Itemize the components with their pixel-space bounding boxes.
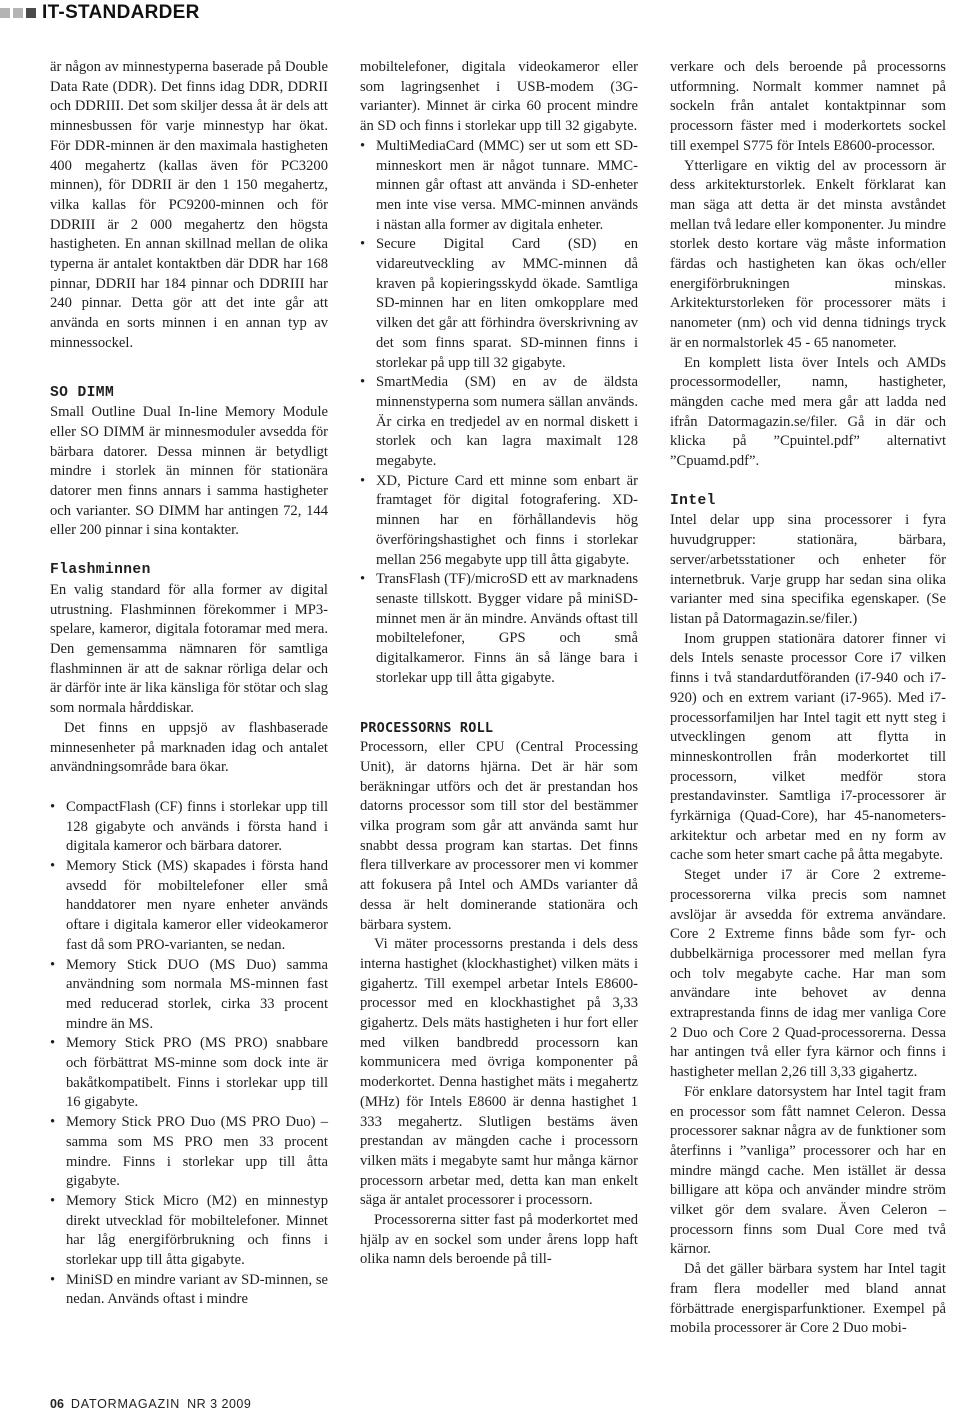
list-item: • Memory Stick DUO (MS Duo) samma användning som normala MS-minnen fast med reducerad storlek, cirka 33 procent mindre än MS.: [50, 956, 328, 1032]
list-item: • MiniSD en mindre variant av SD-minnen, se nedan. Används oftast i mindre: [50, 1271, 328, 1308]
bullet-icon: •: [50, 956, 56, 973]
paragraph: En komplett lista över Intels och AMDs processormodeller, namn, hastigheter, mängden cache med mera går att ladda ned ifrån Datormagazin.se/filer. Gå in där och klicka på ”Cpuintel.pdf” alternativt ”Cpuamd.pdf”.: [670, 354, 946, 470]
paragraph: Processorerna sitter fast på moderkortet med hjälp av en sockel som under årens lopp haft olika namn dels beroende på till-: [360, 1212, 638, 1268]
list-item: • MultiMediaCard (MMC) ser ut som ett SD-minneskort men är något tunnare. MMC-minnen går oftast att använda i SD-enheter men inte vise versa. MMC-minnen används i nästan alla former av digitala enheter.: [360, 137, 638, 233]
paragraph: Ytterligare en viktig del av processorn är dess arkitekturstorlek. Enkelt förklarat kan man säga att detta är det minsta avståndet mellan två ledare eller komponenter. Ju mindre storlek desto kortare väg måste information färdas och hastigheten kan ökas och/eller energiförbrukningen minskas. Arkitekturstorleken för processorer mäts i nanometer (nm) och vid denna tidnings tryck är en normalstorlek 45 - 65 nanometer.: [670, 157, 946, 351]
column-2: [360, 58, 638, 1270]
header-square-icon: [26, 8, 36, 18]
heading-so-dimm: SO DIMM: [50, 384, 115, 401]
paragraph: Det finns en uppsjö av flashbaserade minnesenheter på marknaden idag och antalet användningsområde bara ökar.: [50, 719, 328, 776]
list-item: • CompactFlash (CF) finns i storlekar upp till 128 gigabyte och används i första hand i digitala kameror och bärbara datorer.: [50, 798, 328, 855]
paragraph: verkare och dels beroende på processorns utformning. Normalt kommer namnet på sockeln från antalet kontaktpinnar som processorn fäster med i moderkortets sockel till exempel S775 för Intels E8600-processor.: [670, 59, 946, 154]
paragraph: Då det gäller bärbara system har Intel tagit fram flera modeller med bland annat förbättrade energisparfunktioner. Exempel på mobila processorer är Core 2 Duo mobi-: [670, 1261, 946, 1337]
bullet-icon: •: [50, 798, 56, 815]
list-item: • Memory Stick PRO (MS PRO) snabbare och förbättrat MS-minne som dock inte är bakåtkompatibelt. Finns i storlekar upp till 16 gigabyte.: [50, 1035, 328, 1111]
list-item: • TransFlash (TF)/microSD ett av marknadens senaste tillskott. Bygger vidare på miniSD-minnet men är än mindre. Används oftast till mobiltelefoner, GPS och små digitalkameror. Finns än så länge bara i storlekar upp till åtta gigabyte.: [360, 571, 638, 686]
paragraph: Vi mäter processorns prestanda i dels dess interna hastighet (klockhastighet) vilken mäts i gigahertz. Till exempel arbetar Intels E8600-processor med en klockhastighet på 3,33 gigahertz. Dels mäts hastigheten i hur fort eller med vilken bandbredd processorn kan kommunicera med övriga komponenter på moderkortet. Denna hastighet mäts i megahertz (MHz) för Intels E8600 är denna hastighet 1 333 megahertz. Slutligen bestäms även prestandan av mängden cache i processorn vilken mäts i megabyte samt hur många kärnor processorn arbetar med, detta kan man enkelt säga är antalet processorer i processorn.: [360, 936, 638, 1209]
paragraph: Processorn, eller CPU (Central Processing Unit), är datorns hjärna. Det är här som beräkningar utförs och det är prestandan hos datorns processor som till stor del bestämmer vilka program som går att använda samt hur snabbt dessa program kan startas. Det finns flera tillverkare av processorer men vi kommer att fokusera på Intel och AMDs varianter då dessa är helt dominerande stationära och bärbara system.: [360, 739, 638, 933]
bullet-icon: •: [50, 1114, 56, 1131]
bullet-icon: •: [50, 1271, 56, 1288]
page-number: 06: [50, 1397, 64, 1411]
bullet-icon: •: [360, 472, 366, 489]
memory-card-list: [360, 137, 638, 689]
bullet-icon: •: [360, 236, 366, 253]
header-square-icon: [0, 8, 10, 18]
paragraph: mobiltelefoner, digitala videokameror eller som lagringsenhet i USB-modem (3G-varianter). Minnet är cirka 60 procent mindre än SD och finns i storlekar upp till 32 gigabyte.: [360, 59, 638, 135]
page-header: [0, 0, 200, 26]
bullet-icon: •: [360, 374, 366, 391]
paragraph: Intel delar upp sina processorer i fyra huvudgrupper: stationära, bärbara, server/arbetsstationer och enheter för internetbruk. Varje grupp har sedan sina olika varianter med sina specifika egenskaper. (Se listan på Datormagazin.se/filer.): [670, 512, 946, 627]
list-item: • Memory Stick (MS) skapades i första hand avsedd för mobiltelefoner eller små handdatorer men nyare enheter används oftare i digitala kameror eller videokameror fast då som PRO-varianten, se nedan.: [50, 858, 328, 953]
header-square-icon: [13, 8, 23, 18]
bullet-icon: •: [50, 1192, 56, 1209]
issue-label: NR 3 2009: [187, 1397, 252, 1411]
paragraph: Inom gruppen stationära datorer finner vi dels Intels senaste processor Core i7 vilken finns i två standardutföranden (i7-940 och i7-920) och en extrem variant (i7-965). Med i7-processorfamiljen har Intel tagit ett nytt steg i utvecklingen genom att flytta in minneskontrollen från moderkortet till processorn, vilket medför stora prestandavinster. Samtliga i7-processorer är fyrkärniga (Quad-Core), har 45-nanometers-arkitektur och arbetar med en ny form av cache som heter smart cache på åtta megabyte.: [670, 630, 946, 864]
paragraph: Small Outline Dual In-line Memory Module eller SO DIMM är minnesmoduler avsedda för bärbara datorer. Dessa minnen är betydligt mindre i storlek än minnen för stationära datorer men finns annars i samma hastigheter och varianter. SO DIMM har antingen 72, 144 eller 200 pinnar i sina kontakter.: [50, 404, 328, 539]
heading-processorns-roll: PROCESSORNS ROLL: [360, 719, 494, 736]
paragraph: är någon av minnestyperna baserade på Double Data Rate (DDR). Det finns idag DDR, DDRII och DDRIII. Det som skiljer dessa åt är dels att minnesbussen för varje minnestyp har ökat. För DDR-minnen är den maximala hastigheten 400 megahertz (kallas även för PC3200 minnen), för DDRII är den 1 150 megahertz, vilka kallas för PC9200-minnen och för DDRIII är 2 000 megahertz den högsta hastigheten. En annan skillnad mellan de olika typerna är antalet kontaktben där DDR har 168 pinnar, DDRII har 184 pinnar och DDRIII har 240 pinnar. Detta gör att det inte går att använda en sorts minnen i en annan typ av minnessockel.: [50, 59, 328, 351]
list-item: • Memory Stick PRO Duo (MS PRO Duo) –samma som MS PRO men 33 procent mindre. Finns i storlekar upp till åtta gigabyte.: [50, 1114, 328, 1190]
list-item: • XD, Picture Card ett minne som enbart är framtaget för digital fotografering. XD-minnen har en förhållandevis hög överföringshastighet och finns i storlekar mellan 256 megabyte upp till åtta gigabyte.: [360, 472, 638, 568]
column-1: [50, 58, 328, 1310]
bullet-icon: •: [360, 137, 366, 154]
column-3: [670, 58, 946, 1339]
paragraph: En valig standard för alla former av digital utrustning. Flashminnen förekommer i MP3-spelare, kameror, digitala fotoramar med mera. Den gemensamma nämnaren för samtliga flashminnen är att de saknar rörliga delar och är därför inte är lika känsliga för stötar och slag som normala hårddiskar.: [50, 581, 328, 717]
bullet-icon: •: [50, 858, 56, 875]
heading-flashminnen: Flashminnen: [50, 562, 151, 579]
bullet-icon: •: [50, 1035, 56, 1052]
heading-intel: Intel: [670, 492, 716, 509]
page-footer: [50, 1397, 251, 1411]
paragraph: För enklare datorsystem har Intel tagit fram en processor som fått namnet Celeron. Dessa processorer saknar några av de funktioner som återfinns i ”vanliga” processorer och har en mindre mängd cache. Men istället är dessa billigare att köpa och använder mindre ström vilket gör dem svalare. Även Celeron – processorn finns som Dual Core med två kärnor.: [670, 1083, 946, 1258]
memory-card-list: [50, 798, 328, 1310]
paragraph: Steget under i7 är Core 2 extreme-processorerna vilka precis som namnet avslöjar är avsedda för extrema användare. Core 2 Extreme finns både som fyr- och dubbelkärniga processorer med mellan fyra och tolv megabyte cache. Har man som användare inte behovet av denna extraprestanda finns de idag mer vanliga Core 2 Duo och Core 2 Quad-processorerna. Dessa har antingen två eller fyra kärnor och finns i hastigheter mellan 2,26 till 3,33 gigahertz.: [670, 867, 946, 1081]
section-title: IT-STANDARDER: [42, 2, 200, 23]
list-item: • Secure Digital Card (SD) en vidareutveckling av MMC-minnen då kraven på kopieringsskydd ökade. Samtliga SD-minnen har en liten omkopplare med vilken det går att förhindra överskrivning av det som finns sparat. SD-minnen finns i storlekar på upp till 32 gigabyte.: [360, 236, 638, 371]
list-item: • SmartMedia (SM) en av de äldsta minnenstyperna som numera sällan används. Är cirka en tredjedel av en normal diskett i storlek och kan lagra maximalt 128 megabyte.: [360, 374, 638, 470]
bullet-icon: •: [360, 571, 366, 588]
list-item: • Memory Stick Micro (M2) en minnestyp direkt utvecklad för mobiltelefoner. Minnet har låg energiförbrukning och finns i storlekar upp till åtta gigabyte.: [50, 1192, 328, 1269]
magazine-name: DATORMAGAZIN: [70, 1397, 181, 1411]
